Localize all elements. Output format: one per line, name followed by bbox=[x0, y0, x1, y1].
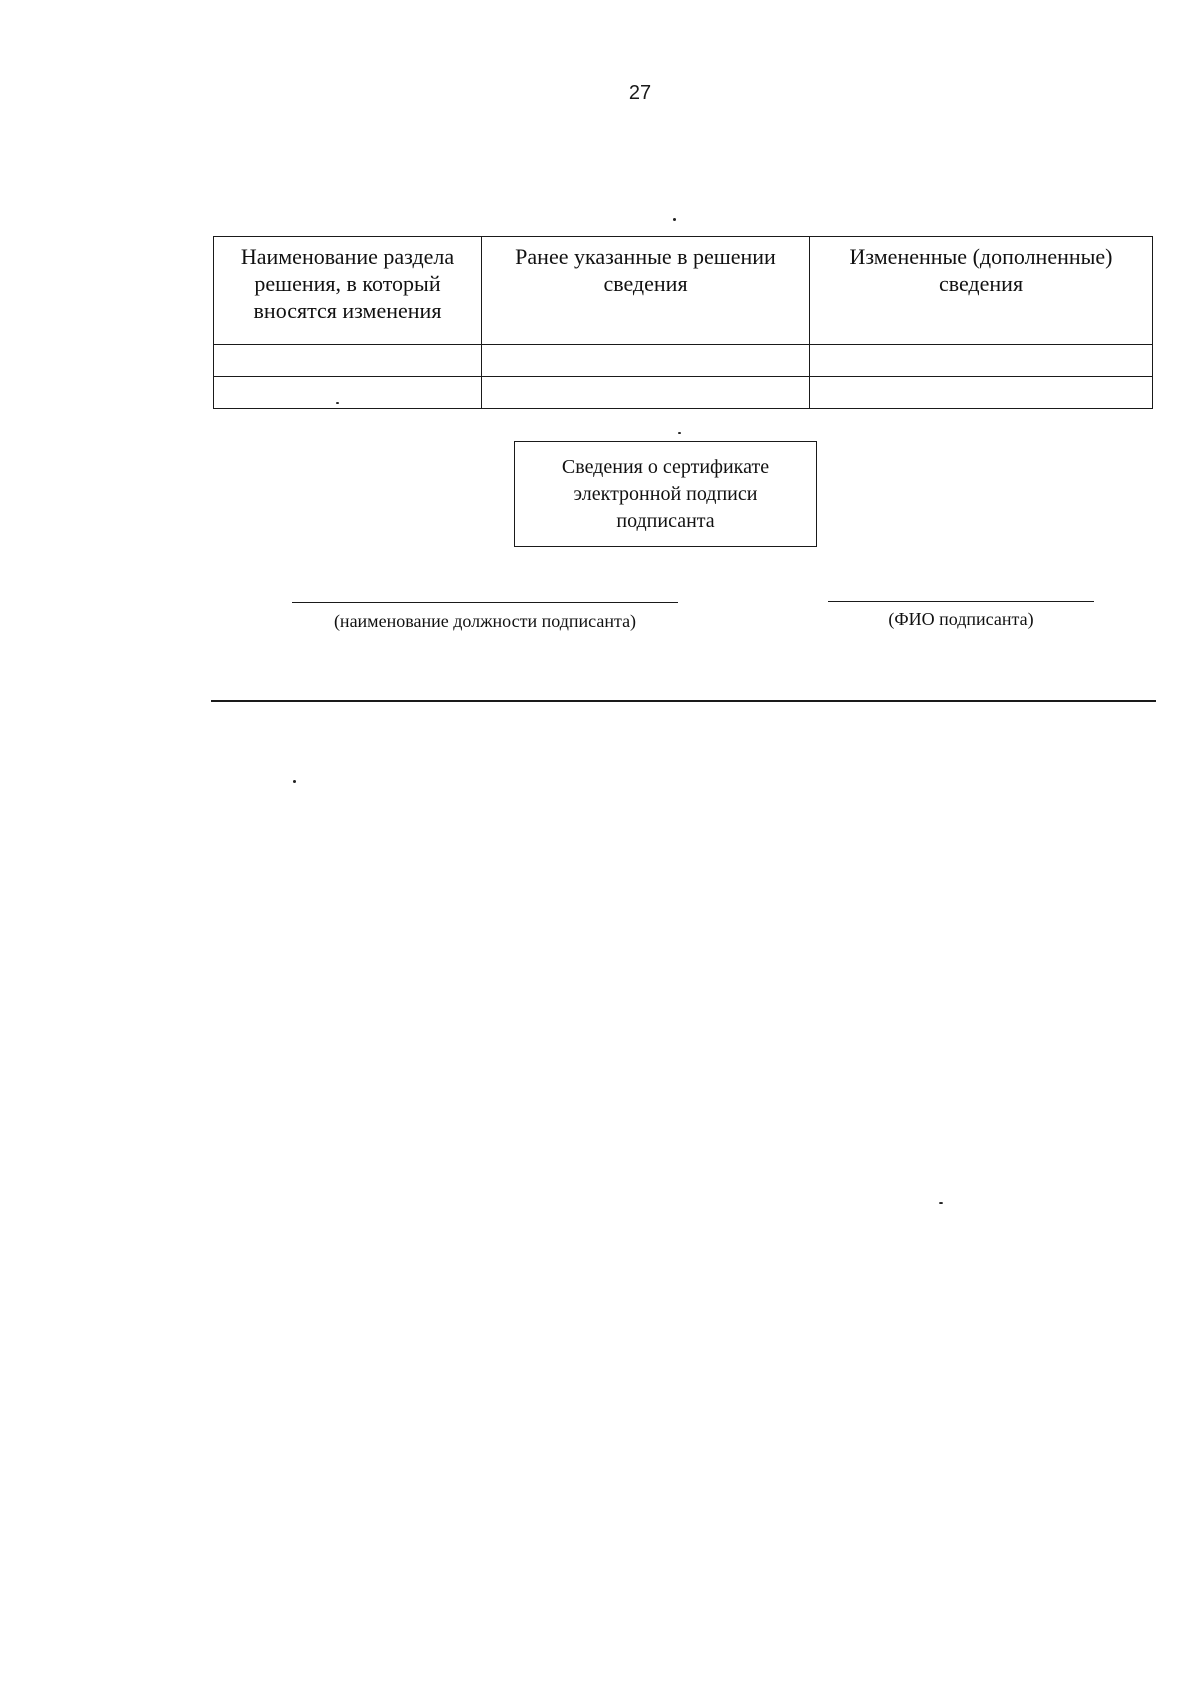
scan-speck bbox=[678, 432, 681, 434]
table-cell bbox=[810, 345, 1153, 377]
table-cell bbox=[214, 377, 482, 409]
fio-caption: (ФИО подписанта) bbox=[888, 609, 1034, 629]
position-signature-line bbox=[292, 602, 678, 603]
table-row bbox=[214, 377, 1153, 409]
scan-speck bbox=[673, 218, 676, 221]
table-row bbox=[214, 345, 1153, 377]
scan-speck bbox=[336, 402, 339, 404]
changes-table bbox=[213, 236, 1153, 409]
signature-certificate-box bbox=[514, 441, 817, 547]
scan-speck bbox=[939, 1202, 943, 1204]
table-cell bbox=[482, 377, 810, 409]
certificate-box-text: Сведения о сертификате электронной подписи подписанта bbox=[561, 455, 770, 532]
scan-speck bbox=[293, 780, 296, 783]
header-previous-info: Ранее указанные в решении сведения bbox=[482, 237, 810, 345]
page-number: 27 bbox=[628, 82, 652, 104]
table-cell bbox=[482, 345, 810, 377]
table-cell bbox=[810, 377, 1153, 409]
bottom-rule bbox=[211, 700, 1156, 702]
fio-signature-line bbox=[828, 601, 1094, 602]
position-caption: (наименование должности подписанта) bbox=[333, 611, 637, 631]
header-changed-info: Измененные (дополненные) сведения bbox=[810, 237, 1153, 345]
table-cell bbox=[214, 345, 482, 377]
header-section-name: Наименование раздела решения, в который вносятся изменения bbox=[214, 237, 482, 345]
table-header-row bbox=[214, 237, 1153, 345]
